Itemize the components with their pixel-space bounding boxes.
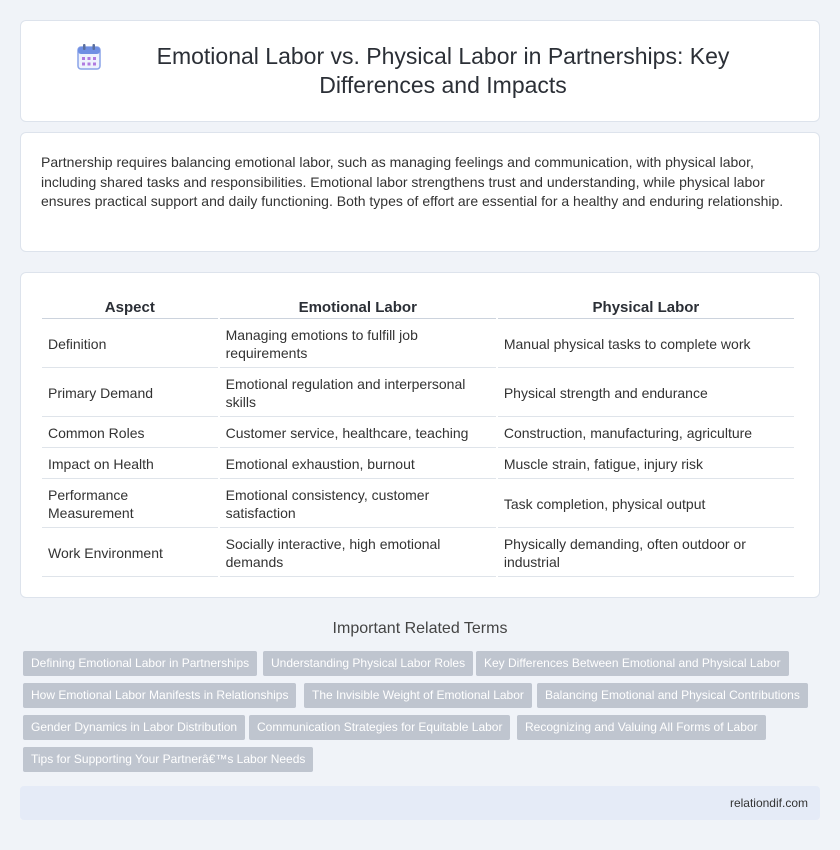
table-cell: Definition: [42, 321, 218, 368]
table-cell: Socially interactive, high emotional demands: [220, 530, 496, 577]
table-row: [42, 321, 794, 368]
table-cell: Physical strength and endurance: [498, 370, 794, 417]
intro-text: Partnership requires balancing emotional labor, such as managing feelings and communication, with physical labor, including shared tasks and responsibilities. Emotional labor strengthens trust and understanding, while physical labor ensures practical support and daily functioning. Both types of effort are essential for a healthy and enduring relationship.: [41, 154, 784, 209]
footer-site-link[interactable]: relationdif.com: [729, 796, 808, 810]
related-term-tag[interactable]: Communication Strategies for Equitable Labor: [249, 715, 510, 740]
table-header-row: [42, 295, 794, 319]
table-cell: Primary Demand: [42, 370, 218, 417]
table-cell: Impact on Health: [42, 450, 218, 479]
intro-card: [20, 132, 820, 252]
related-term-tag[interactable]: Key Differences Between Emotional and Physical Labor: [476, 651, 789, 676]
table-cell: Emotional consistency, customer satisfaction: [220, 481, 496, 528]
table-row: [42, 419, 794, 448]
comparison-table: [40, 293, 796, 579]
calendar-icon: [77, 44, 101, 70]
related-terms-title: Important Related Terms: [332, 620, 508, 637]
related-term-tag[interactable]: Gender Dynamics in Labor Distribution: [23, 715, 245, 740]
header-card: [20, 20, 820, 122]
table-cell: Physically demanding, often outdoor or industrial: [498, 530, 794, 577]
table-row: [42, 370, 794, 417]
comparison-table-card: [20, 272, 820, 598]
table-cell: Emotional regulation and interpersonal skills: [220, 370, 496, 417]
related-term-tag[interactable]: Understanding Physical Labor Roles: [263, 651, 473, 676]
table-cell: Managing emotions to fulfill job requirements: [220, 321, 496, 368]
related-term-tag[interactable]: Balancing Emotional and Physical Contributions: [537, 683, 808, 708]
related-term-tag[interactable]: The Invisible Weight of Emotional Labor: [304, 683, 532, 708]
table-cell: Manual physical tasks to complete work: [498, 321, 794, 368]
column-header: Aspect: [42, 295, 218, 319]
column-header: Physical Labor: [498, 295, 794, 319]
table-cell: Task completion, physical output: [498, 481, 794, 528]
table-cell: Construction, manufacturing, agriculture: [498, 419, 794, 448]
table-cell: Customer service, healthcare, teaching: [220, 419, 496, 448]
related-term-tag[interactable]: Defining Emotional Labor in Partnerships: [23, 651, 257, 676]
footer: [20, 786, 820, 820]
table-cell: Performance Measurement: [42, 481, 218, 528]
column-header: Emotional Labor: [220, 295, 496, 319]
table-cell: Muscle strain, fatigue, injury risk: [498, 450, 794, 479]
table-cell: Work Environment: [42, 530, 218, 577]
table-row: [42, 530, 794, 577]
page-title: Emotional Labor vs. Physical Labor in Partnerships: Key Differences and Impacts: [156, 43, 730, 98]
table-row: [42, 450, 794, 479]
table-cell: Emotional exhaustion, burnout: [220, 450, 496, 479]
table-cell: Common Roles: [42, 419, 218, 448]
table-row: [42, 481, 794, 528]
related-term-tag[interactable]: How Emotional Labor Manifests in Relationships: [23, 683, 296, 708]
related-term-tag[interactable]: Tips for Supporting Your Partnerâ€™s Labor Needs: [23, 747, 313, 772]
related-term-tag[interactable]: Recognizing and Valuing All Forms of Labor: [517, 715, 766, 740]
